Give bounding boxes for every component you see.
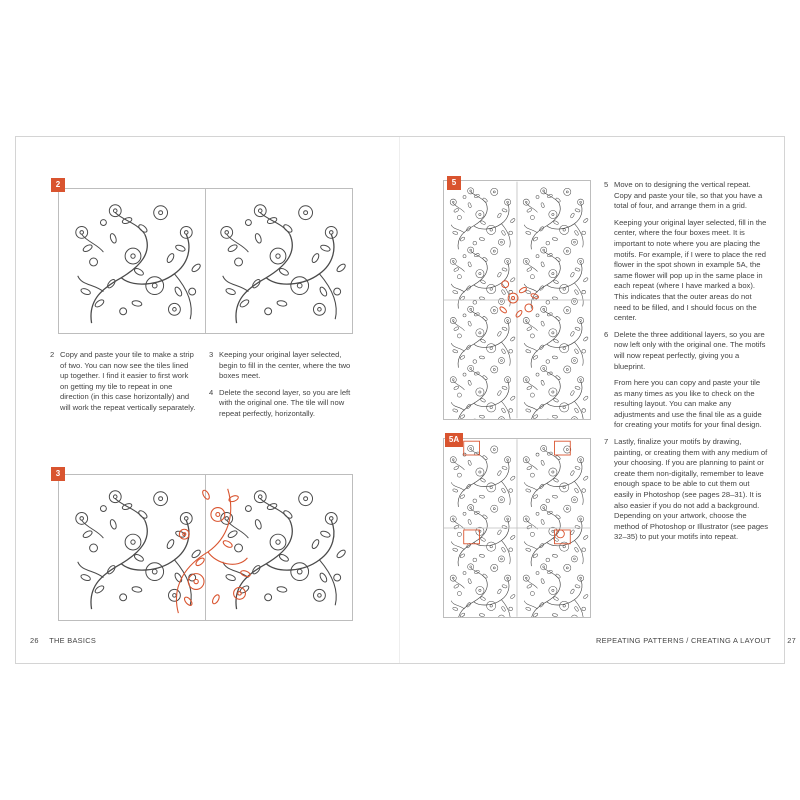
left-instructions-col-b: [209, 350, 354, 426]
step-text: Keeping your original layer selected, begin to fill in the center, where the two boxes meet.: [219, 350, 351, 381]
step-text: Copy and paste your tile to make a strip of two. You can now see the tiles lined up together. I find it easier to first work on getting my tile to repeat in one direction (in this case horizontally) and will work the repeat vertically separately.: [60, 350, 196, 412]
left-page-folio: [30, 636, 96, 645]
floral-grid-marked-illustration: [444, 439, 590, 617]
step-6: [604, 330, 770, 372]
page-number: 26: [30, 636, 39, 645]
figure-5a-badge: 5A: [445, 433, 463, 447]
step-number: 6: [604, 329, 609, 339]
page-number: 27: [787, 636, 797, 645]
figure-5-badge: 5: [447, 176, 461, 190]
right-instructions-col: [604, 180, 770, 549]
step-text: Move on to designing the vertical repeat. Copy and paste your tile, so that you have a total of four, and arrange them in a grid.: [614, 180, 763, 211]
floral-strip-with-red-fill-illustration: [59, 475, 352, 620]
step-7: [604, 437, 770, 543]
step-number: 7: [604, 437, 609, 447]
step-2: [50, 350, 198, 414]
step-text: Delete the three additional layers, so you are now left only with the original one. The motifs will now repeat perfectly, giving you a blueprint.: [614, 329, 766, 371]
figure-3-badge: 3: [51, 467, 65, 481]
step-text: Lastly, finalize your motifs by drawing, painting, or creating them with any medium of your choosing. If you are planning to paint or create them non-digitally, remember to leave enough space to be able to cut them out easily in Photoshop (see pages 28–31). It is also easier if you do not add a background. Depending on your artwork, choose the method of Photoshop or Illustrator (see pages 32–35) to put your motifs into repeat.: [614, 437, 769, 542]
page-gutter: [399, 137, 400, 663]
floral-grid-illustration: [444, 181, 590, 419]
step-number: 4: [209, 387, 214, 397]
step-5: [604, 180, 770, 212]
floral-tile-strip-illustration: [59, 189, 352, 333]
left-instructions-col-a: [50, 350, 198, 420]
figure-2-badge: 2: [51, 178, 65, 192]
figure-2-two-tile-strip: [58, 188, 353, 334]
step-3: [209, 350, 354, 382]
running-head: REPEATING PATTERNS / CREATING A LAYOUT: [596, 636, 771, 645]
right-page-folio: [596, 636, 796, 645]
step-number: 3: [209, 350, 214, 359]
step-4: [209, 388, 354, 420]
step-text: Delete the second layer, so you are left with the original one. The tile will now repeat perfectly, horizontally.: [219, 387, 351, 418]
figure-5-four-tile-grid: [443, 180, 591, 420]
running-head: THE BASICS: [49, 636, 97, 645]
step-6-paragraph: From here you can copy and paste your tile as many times as you like to check on the resulting layout. You can make any adjustments and use the final tile as a guide for creating your motifs for your final design.: [614, 378, 762, 430]
figure-3-filled-center-strip: [58, 474, 353, 621]
step-number: 5: [604, 180, 609, 189]
step-number: 2: [50, 350, 55, 359]
step-5-paragraph: Keeping your original layer selected, fill in the center, where the four boxes meet. It is important to note where you are placing the motifs. For example, if I were to place the red flower in the spot shown in example 5A, the same flower will pop up in the same place in each repeat (where I have marked a box). This indicates that the outer areas do not need to be filled, and I should focus on the center.: [614, 217, 767, 323]
figure-5a-marked-repeat-grid: [443, 438, 591, 618]
